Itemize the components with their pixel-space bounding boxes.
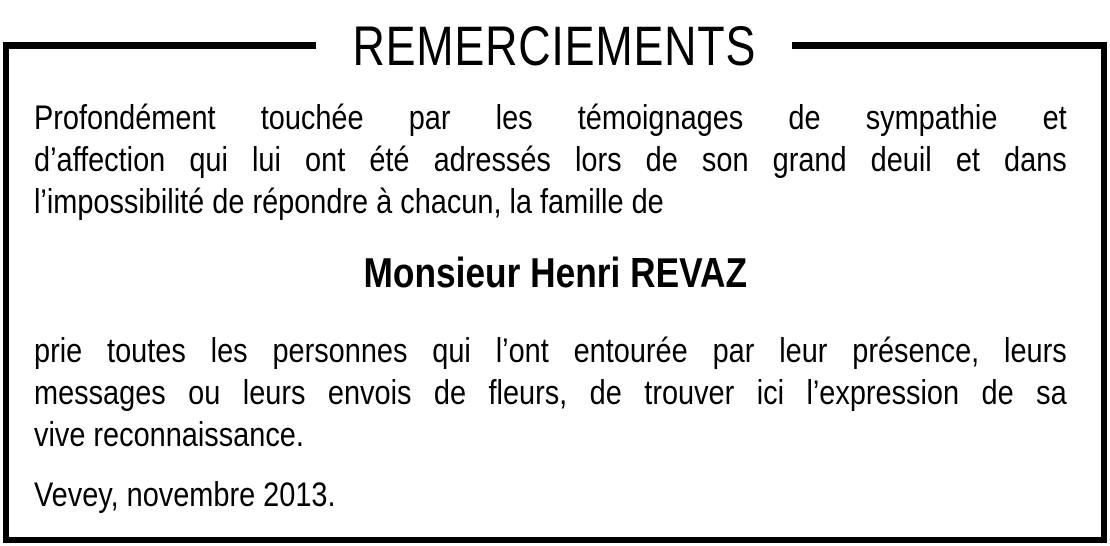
word: de xyxy=(981,374,1014,412)
word: présence, xyxy=(852,332,980,370)
word: les xyxy=(495,99,533,137)
intro-line-1 xyxy=(34,97,1067,139)
word: son xyxy=(701,141,749,179)
word: toutes xyxy=(107,332,186,370)
notice-title-text: REMERCIEMENTS xyxy=(352,14,756,77)
word: l’ont xyxy=(495,332,549,370)
word: l’expression xyxy=(806,374,960,412)
word: entourée xyxy=(573,332,688,370)
word: lui xyxy=(252,141,281,179)
word: ont xyxy=(305,141,346,179)
word: adressés xyxy=(433,141,551,179)
body-line-1 xyxy=(34,330,1067,372)
intro-line-2 xyxy=(34,139,1067,181)
word: témoignages xyxy=(577,99,744,137)
word: leur xyxy=(779,332,828,370)
intro-line-3: l’impossibilité de répondre à chacun, la famille de xyxy=(34,183,664,221)
body-line-3: vive reconnaissance. xyxy=(34,416,304,454)
deceased-name-text: Monsieur Henri REVAZ xyxy=(363,249,747,296)
word: Profondément xyxy=(34,99,216,137)
word: ou xyxy=(188,374,221,412)
word: été xyxy=(369,141,410,179)
word: de xyxy=(589,374,622,412)
word: grand xyxy=(772,141,847,179)
word: envois xyxy=(327,374,412,412)
word: deuil xyxy=(870,141,932,179)
word: sympathie xyxy=(865,99,998,137)
notice-title xyxy=(316,14,792,77)
word: de xyxy=(788,99,821,137)
word: sa xyxy=(1036,374,1067,412)
word: de xyxy=(433,374,467,412)
place-date: Vevey, novembre 2013. xyxy=(34,476,336,514)
word: leurs xyxy=(242,374,306,412)
word: par xyxy=(712,332,755,370)
word: trouver xyxy=(644,374,735,412)
word: par xyxy=(408,99,451,137)
word: messages xyxy=(34,374,166,412)
word: et xyxy=(1042,99,1067,137)
word: fleurs, xyxy=(488,374,568,412)
word: dans xyxy=(1004,141,1067,179)
word: ici xyxy=(756,374,784,412)
word: qui xyxy=(189,141,228,179)
word: lors xyxy=(574,141,622,179)
word: d’affection xyxy=(34,141,166,179)
body-line-2 xyxy=(34,372,1067,414)
word: personnes xyxy=(272,332,408,370)
word: touchée xyxy=(260,99,364,137)
word: les xyxy=(210,332,248,370)
word: de xyxy=(645,141,678,179)
deceased-name xyxy=(0,248,1110,298)
word: prie xyxy=(34,332,83,370)
word: et xyxy=(955,141,980,179)
word: qui xyxy=(432,332,471,370)
word: leurs xyxy=(1004,332,1067,370)
